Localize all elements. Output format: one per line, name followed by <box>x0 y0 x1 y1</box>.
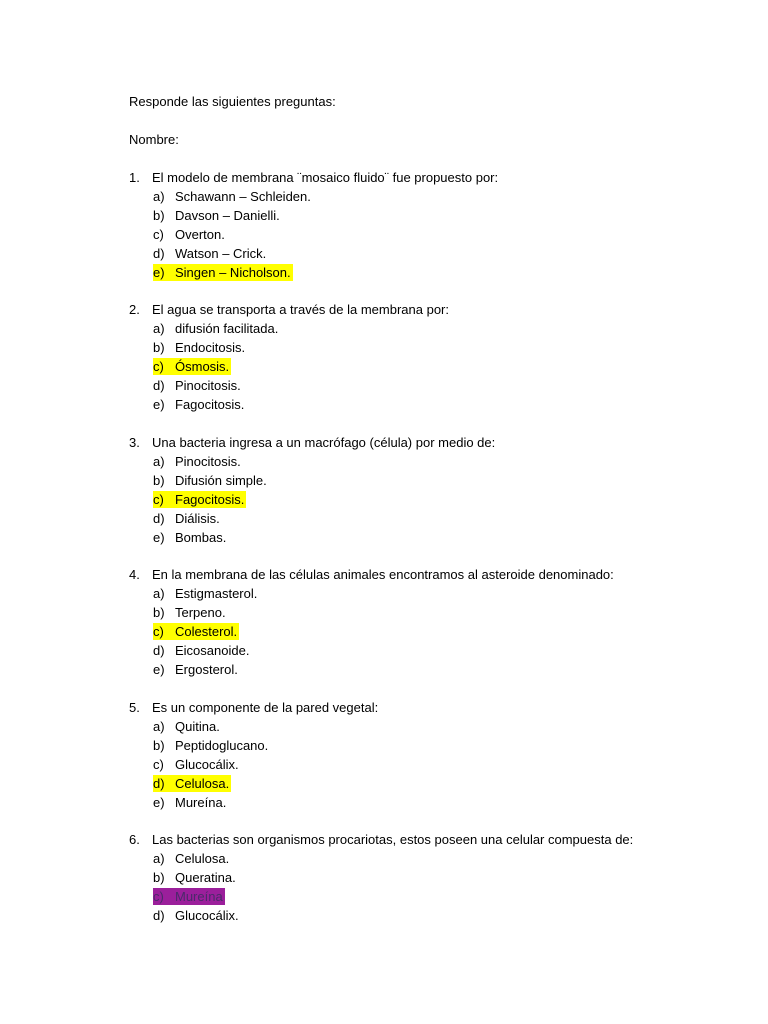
option-text: Endocitosis. <box>175 340 246 355</box>
answer-option <box>153 604 228 621</box>
option-letter: d) <box>153 643 165 658</box>
answer-option <box>153 320 280 337</box>
option-text: Schawann – Schleiden. <box>175 189 311 204</box>
option-letter: a) <box>153 719 165 734</box>
answer-option <box>153 207 282 224</box>
question-text: El modelo de membrana ¨mosaico fluido¨ fue propuesto por: <box>152 170 499 185</box>
option-text: Ergosterol. <box>175 662 238 677</box>
option-letter: a) <box>153 454 165 469</box>
question-number: 4. <box>129 567 140 582</box>
option-text: Diálisis. <box>175 511 220 526</box>
option-letter: e) <box>153 397 165 412</box>
option-letter: b) <box>153 870 165 885</box>
option-letter: e) <box>153 795 165 810</box>
answer-option <box>153 188 313 205</box>
option-letter: d) <box>153 246 165 261</box>
question-number: 1. <box>129 170 140 185</box>
answer-option <box>153 472 269 489</box>
option-text: Celulosa. <box>175 776 230 791</box>
answer-option <box>153 245 268 262</box>
answer-option <box>153 585 259 602</box>
option-letter: d) <box>153 378 165 393</box>
option-letter: a) <box>153 189 165 204</box>
answer-option <box>153 756 241 773</box>
option-text: Bombas. <box>175 530 227 545</box>
option-letter: c) <box>153 889 164 904</box>
answer-option-highlighted <box>153 264 293 281</box>
option-text: Mureína. <box>175 795 227 810</box>
question-number: 6. <box>129 832 140 847</box>
option-letter: c) <box>153 757 164 772</box>
answer-option <box>153 661 240 678</box>
option-letter: c) <box>153 227 164 242</box>
option-letter: c) <box>153 359 164 374</box>
option-letter: e) <box>153 662 165 677</box>
option-text: Estigmasterol. <box>175 586 258 601</box>
option-text: Singen – Nicholson. <box>175 265 291 280</box>
option-letter: d) <box>153 908 165 923</box>
option-letter: a) <box>153 586 165 601</box>
option-letter: a) <box>153 321 165 336</box>
question-number: 2. <box>129 302 140 317</box>
answer-option <box>153 718 222 735</box>
option-text: Pinocitosis. <box>175 454 241 469</box>
answer-option-highlighted <box>153 358 231 375</box>
question-text: Una bacteria ingresa a un macrófago (célula) por medio de: <box>152 435 496 450</box>
option-text: Watson – Crick. <box>175 246 267 261</box>
option-text: Queratina. <box>175 870 236 885</box>
question-text: Las bacterias son organismos procariotas, estos poseen una celular compuesta de: <box>152 832 634 847</box>
option-letter: b) <box>153 605 165 620</box>
answer-option <box>153 642 251 659</box>
question-text: Es un componente de la pared vegetal: <box>152 700 379 715</box>
answer-option <box>153 377 243 394</box>
answer-option <box>153 907 241 924</box>
option-text: Glucocálix. <box>175 757 239 772</box>
option-text: Difusión simple. <box>175 473 267 488</box>
answer-option <box>153 453 243 470</box>
option-text: Terpeno. <box>175 605 226 620</box>
question-text: En la membrana de las células animales encontramos al asteroide denominado: <box>152 567 614 582</box>
option-letter: a) <box>153 851 165 866</box>
answer-option-highlighted <box>153 775 231 792</box>
answer-option <box>153 510 222 527</box>
question-number: 3. <box>129 435 140 450</box>
option-text: Peptidoglucano. <box>175 738 269 753</box>
option-text: Overton. <box>175 227 225 242</box>
answer-option <box>153 737 270 754</box>
option-letter: d) <box>153 511 165 526</box>
option-letter: b) <box>153 738 165 753</box>
option-text: Mureína <box>175 889 223 904</box>
instruction-text: Responde las siguientes preguntas: <box>129 94 336 109</box>
option-text: Colesterol. <box>175 624 238 639</box>
answer-option <box>153 529 228 546</box>
answer-option <box>153 850 231 867</box>
option-letter: e) <box>153 530 165 545</box>
option-text: Davson – Danielli. <box>175 208 280 223</box>
answer-option <box>153 339 247 356</box>
answer-option-highlighted <box>153 491 246 508</box>
option-letter: b) <box>153 340 165 355</box>
option-letter: d) <box>153 776 165 791</box>
option-text: Pinocitosis. <box>175 378 241 393</box>
answer-option <box>153 396 246 413</box>
answer-option <box>153 869 238 886</box>
option-letter: b) <box>153 473 165 488</box>
option-text: Glucocálix. <box>175 908 239 923</box>
answer-option <box>153 226 227 243</box>
option-letter: c) <box>153 492 164 507</box>
name-label: Nombre: <box>129 132 179 147</box>
option-text: Fagocitosis. <box>175 397 245 412</box>
option-text: difusión facilitada. <box>175 321 279 336</box>
option-text: Ósmosis. <box>175 359 230 374</box>
option-text: Quitina. <box>175 719 220 734</box>
option-text: Eicosanoide. <box>175 643 250 658</box>
question-number: 5. <box>129 700 140 715</box>
option-text: Celulosa. <box>175 851 230 866</box>
option-letter: e) <box>153 265 165 280</box>
answer-option-highlighted <box>153 888 225 905</box>
option-text: Fagocitosis. <box>175 492 245 507</box>
answer-option <box>153 794 228 811</box>
option-letter: c) <box>153 624 164 639</box>
answer-option-highlighted <box>153 623 239 640</box>
option-letter: b) <box>153 208 165 223</box>
question-text: El agua se transporta a través de la membrana por: <box>152 302 449 317</box>
